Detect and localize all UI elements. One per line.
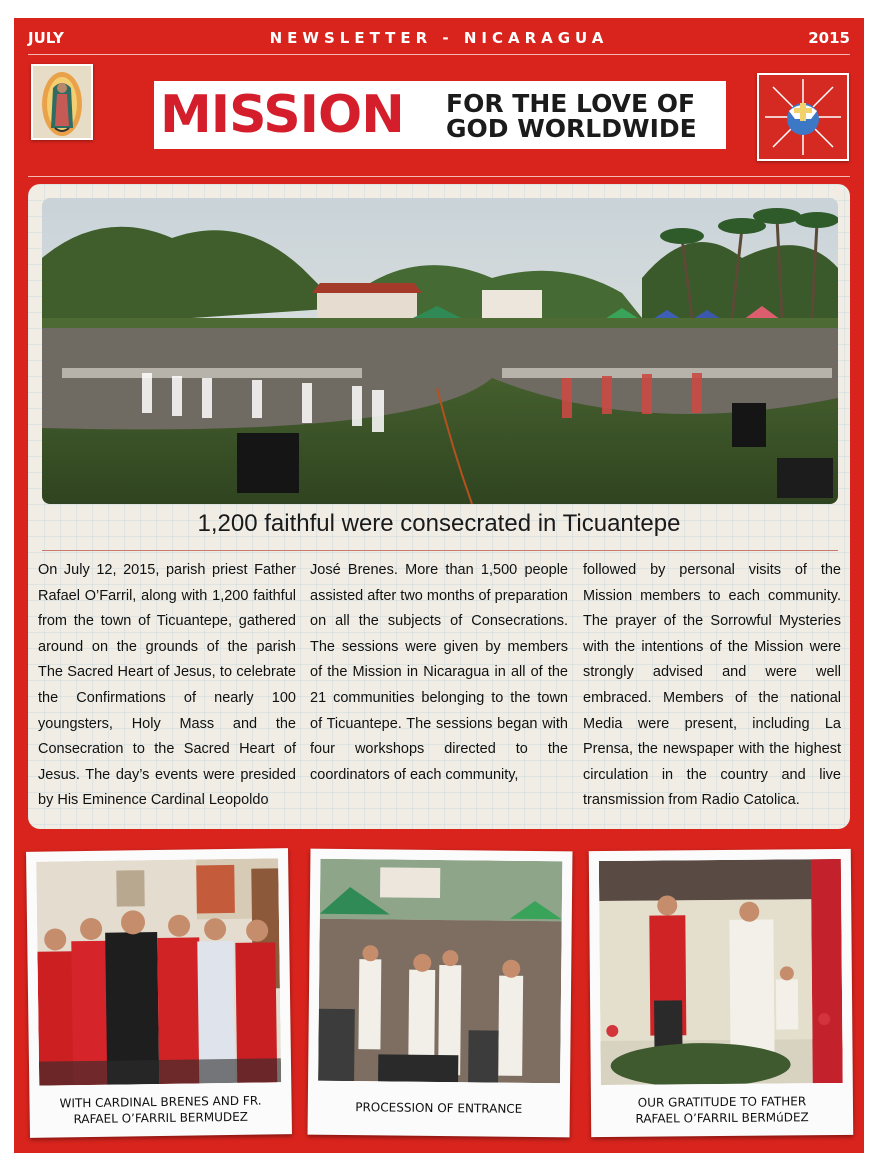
article-headline: 1,200 faithful were consecrated in Ticuantepe: [197, 510, 681, 537]
headline-divider: [42, 550, 838, 551]
gratitude-photo: [599, 859, 843, 1085]
tagline-line-1: FOR THE LOVE OF: [446, 89, 696, 118]
caption-cardinal-line-2: RAFAEL O’FARRIL BERMUDEZ: [73, 1109, 249, 1127]
article-column-3: followed by personal visits of the Mission members to each community. The prayer of the Sorrowful Mysteries with the intentions of the Mission were strongly advised and were well embraced. Members of the national Media were present, including La Prensa, the newspaper with the highest circulation in the country and live transmission from Radio Catolica.: [583, 562, 841, 809]
mission-logo: [757, 73, 849, 161]
article-column-1: On July 12, 2015, parish priest Father Rafael O’Farril, along with 1,200 faithful from the town of Ticuantepe, gathered around on the grounds of the parish The Sacred Heart of Jesus, to celebrate the Confirmations of nearly 100 youngsters, Holy Mass and the Consecration to the Sacred Heart of Jesus. The day’s events were presided by His Eminence Cardinal Leopoldo: [38, 562, 296, 809]
crowd-photo: [42, 198, 838, 504]
procession-photo: [318, 859, 562, 1084]
photo-card-procession: [308, 849, 573, 1138]
issue-month: JULY: [28, 29, 64, 47]
banner-divider: [28, 176, 850, 177]
mission-banner: [154, 81, 726, 149]
caption-gratitude-line-2: RAFAEL O’FARRIL BERMúDEZ: [635, 1110, 809, 1126]
mission-tagline: [446, 91, 697, 141]
caption-procession: PROCESSION OF ENTRANCE: [355, 1100, 523, 1116]
photo-card-cardinal: [26, 848, 292, 1138]
caption-cardinal-line-1: WITH CARDINAL BRENES AND FR.: [59, 1093, 262, 1111]
tagline-line-2: GOD WORLDWIDE: [446, 114, 697, 143]
newsletter-title: NEWSLETTER - NICARAGUA: [269, 29, 609, 47]
photo-card-gratitude: [589, 849, 853, 1137]
issue-year: 2015: [808, 29, 850, 47]
cardinal-group-photo: [36, 858, 281, 1085]
newsletter-header: [14, 18, 864, 56]
mission-wordmark: MISSION: [160, 85, 404, 145]
article-panel: [28, 184, 850, 829]
newsletter-page: [14, 18, 864, 1153]
article-column-2: José Brenes. More than 1,500 people assisted after two months of preparation on all the subjects of Consecrations. The sessions were given by members of the Mission in Nicaragua in all of the 21 communities belonging to the town of Ticuantepe. The sessions began with four workshops directed to the coordinators of each community,: [310, 562, 568, 783]
guadalupe-image: [31, 64, 93, 140]
caption-gratitude: [591, 1093, 853, 1127]
header-divider: [28, 54, 850, 55]
caption-cardinal: [29, 1092, 291, 1128]
caption-gratitude-line-1: OUR GRATITUDE TO FATHER: [637, 1094, 807, 1110]
